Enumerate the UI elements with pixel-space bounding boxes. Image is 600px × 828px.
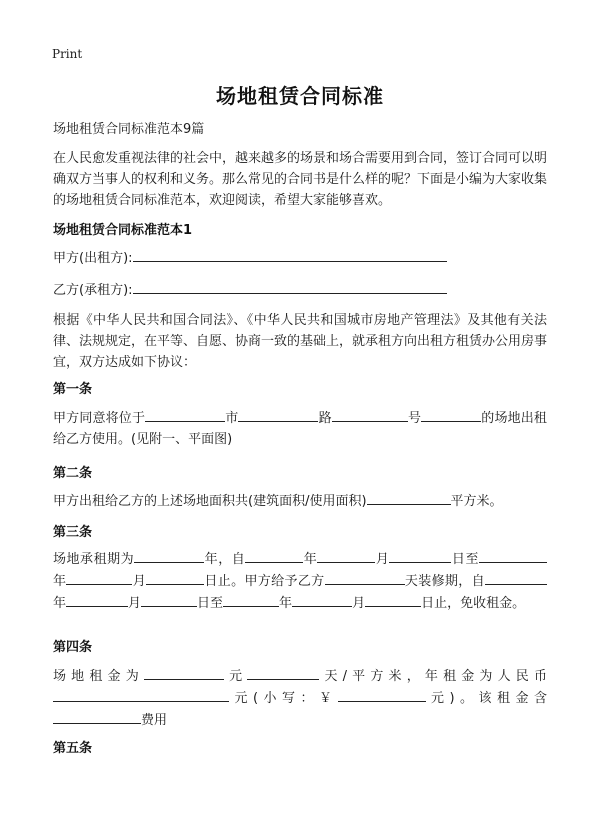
party-a-blank[interactable] [133, 247, 447, 262]
article-1-text-c: 路 [318, 411, 332, 426]
reno-start-year-blank[interactable] [485, 570, 547, 585]
intro-paragraph: 在人民愈发重视法律的社会中，越来越多的场景和场合需要用到合同，签订合同可以明确双方当事人的权利和义务。那么常见的合同书是什么样的呢？下面是小编为大家收集的场地租赁合同标准范本，欢迎阅读，希望大家能够喜欢。 [53, 151, 548, 208]
article-3-text-10: 年 [53, 596, 67, 611]
article-2-heading: 第二条 [53, 466, 93, 481]
document-subtitle: 场地租赁合同标准范本9篇 [53, 122, 205, 137]
article-3-text-13: 年 [279, 596, 293, 611]
start-month-blank[interactable] [317, 548, 375, 563]
annual-rent-blank[interactable] [53, 687, 229, 702]
article-3-heading: 第三条 [53, 525, 93, 540]
article-2-text [53, 490, 547, 512]
party-b-blank[interactable] [133, 279, 447, 294]
area-blank[interactable] [367, 490, 451, 505]
included-fees-blank[interactable] [53, 709, 141, 724]
article-3-text-6: 年 [53, 574, 67, 589]
location-detail-blank[interactable] [421, 407, 481, 422]
start-year-blank[interactable] [245, 548, 303, 563]
annual-rent-figures-blank[interactable] [338, 687, 426, 702]
lease-years-blank[interactable] [134, 548, 204, 563]
rent-unit-blank[interactable] [247, 665, 319, 680]
article-1-text-a: 甲方同意将位于 [53, 411, 146, 426]
party-a-label: 甲方(出租方): [53, 251, 133, 266]
article-3-text-7: 月 [132, 574, 147, 589]
start-day-blank[interactable] [389, 548, 451, 563]
article-4-text-3: 天/平方米，年租金为人民币 [319, 669, 547, 684]
document-title: 场地租赁合同标准 [216, 84, 384, 108]
party-b-line [53, 279, 547, 301]
print-link[interactable]: Print [52, 47, 83, 61]
article-2-text-a: 甲方出租给乙方的上述场地面积共(建筑面积/使用面积) [53, 494, 367, 509]
end-year-blank[interactable] [479, 548, 547, 563]
article-1-heading: 第一条 [53, 382, 93, 397]
number-blank[interactable] [332, 407, 408, 422]
article-3-text-12: 日至 [197, 596, 224, 611]
reno-end-day-blank[interactable] [365, 592, 421, 607]
article-4-text-1: 场地租金为 [53, 669, 144, 684]
article-4-text-5: 元)。该租金含 [425, 691, 547, 706]
road-blank[interactable] [238, 407, 318, 422]
section-1-heading: 场地租赁合同标准范本1 [53, 223, 193, 238]
article-4-text [53, 665, 547, 731]
article-2-text-b: 平方米。 [450, 494, 503, 509]
article-5-heading: 第五条 [53, 741, 93, 756]
reno-end-month-blank[interactable] [292, 592, 352, 607]
article-4-text-4: 元(小写：￥ [229, 691, 338, 706]
basis-paragraph: 根据《中华人民共和国合同法》、《中华人民共和国城市房地产管理法》及其他有关法律、法规规定，在平等、自愿、协商一致的基础上，就承租方向出租方租赁办公用房事宜，双方达成如下协议： [53, 313, 548, 370]
article-3-text [53, 548, 547, 614]
article-1-text-d: 号 [407, 411, 422, 426]
article-3-text-1: 场地承租期为 [53, 552, 135, 567]
article-1-text-e: 的场地出租给乙方使用。(见附一、平面图) [53, 411, 547, 447]
article-4-text-6: 费用 [141, 713, 168, 728]
reno-start-day-blank[interactable] [141, 592, 197, 607]
reno-start-month-blank[interactable] [66, 592, 128, 607]
article-3-text-11: 月 [128, 596, 142, 611]
article-4-heading: 第四条 [53, 640, 93, 655]
party-a-line [53, 247, 547, 269]
article-3-text-5: 日至 [451, 552, 479, 567]
article-4-text-2: 元 [223, 669, 248, 684]
article-1-text-b: 市 [225, 411, 239, 426]
article-3-text-8: 日止。甲方给予乙方 [204, 574, 325, 589]
renovation-days-blank[interactable] [325, 570, 405, 585]
rent-rate-blank[interactable] [144, 665, 224, 680]
party-b-label: 乙方(承租方): [53, 283, 133, 298]
end-month-blank[interactable] [66, 570, 132, 585]
reno-end-year-blank[interactable] [223, 592, 279, 607]
article-1-text [53, 407, 547, 450]
article-3-text-4: 月 [375, 552, 390, 567]
city-blank[interactable] [145, 407, 225, 422]
article-3-text-9: 天装修期，自 [404, 574, 485, 589]
article-3-text-2: 年，自 [204, 552, 246, 567]
end-day-blank[interactable] [146, 570, 204, 585]
article-3-text-15: 日止，免收租金。 [421, 596, 526, 611]
article-3-text-14: 月 [352, 596, 366, 611]
article-3-text-3: 年 [303, 552, 318, 567]
